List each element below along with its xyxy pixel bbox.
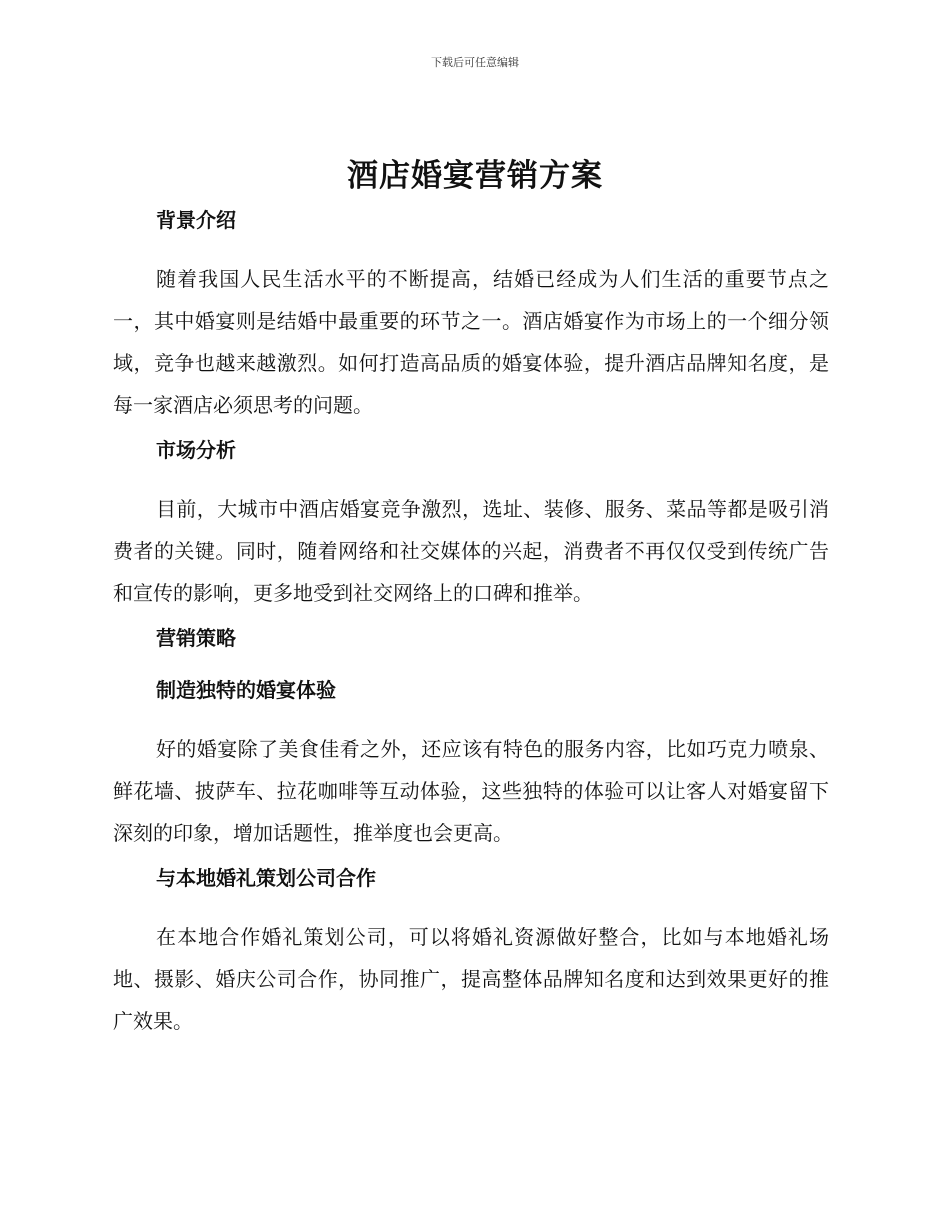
section-paragraph-background: 随着我国人民生活水平的不断提高，结婚已经成为人们生活的重要节点之一，其中婚宴则是结婚中最重要的环节之一。酒店婚宴作为市场上的一个细分领域，竞争也越来越激烈。如何打造高品质的婚宴体验，提升酒店品牌知名度，是每一家酒店必须思考的问题。: [113, 267, 829, 417]
section-heading-background: 背景介绍: [156, 208, 236, 232]
page-header-note: 下载后可任意编辑: [431, 56, 519, 69]
section-paragraph-unique-experience: 好的婚宴除了美食佳肴之外，还应该有特色的服务内容，比如巧克力喷泉、鲜花墙、披萨车、拉花咖啡等互动体验，这些独特的体验可以让客人对婚宴留下深刻的印象，增加话题性，推举度也会更高。: [113, 737, 829, 845]
section-heading-marketing-strategy: 营销策略: [156, 626, 236, 650]
document-title: 酒店婚宴营销方案: [347, 158, 603, 194]
section-heading-market-analysis: 市场分析: [156, 438, 236, 462]
section-paragraph-market-analysis: 目前，大城市中酒店婚宴竞争激烈，选址、装修、服务、菜品等都是吸引消费者的关键。同时，随着网络和社交媒体的兴起，消费者不再仅仅受到传统广告和宣传的影响，更多地受到社交网络上的口碑和推举。: [113, 497, 829, 605]
document-body: [113, 202, 829, 1052]
section-heading-local-partnership: 与本地婚礼策划公司合作: [156, 866, 376, 890]
section-heading-unique-experience: 制造独特的婚宴体验: [156, 678, 336, 702]
section-paragraph-local-partnership: 在本地合作婚礼策划公司，可以将婚礼资源做好整合，比如与本地婚礼场地、摄影、婚庆公司合作，协同推广，提高整体品牌知名度和达到效果更好的推广效果。: [113, 925, 829, 1033]
